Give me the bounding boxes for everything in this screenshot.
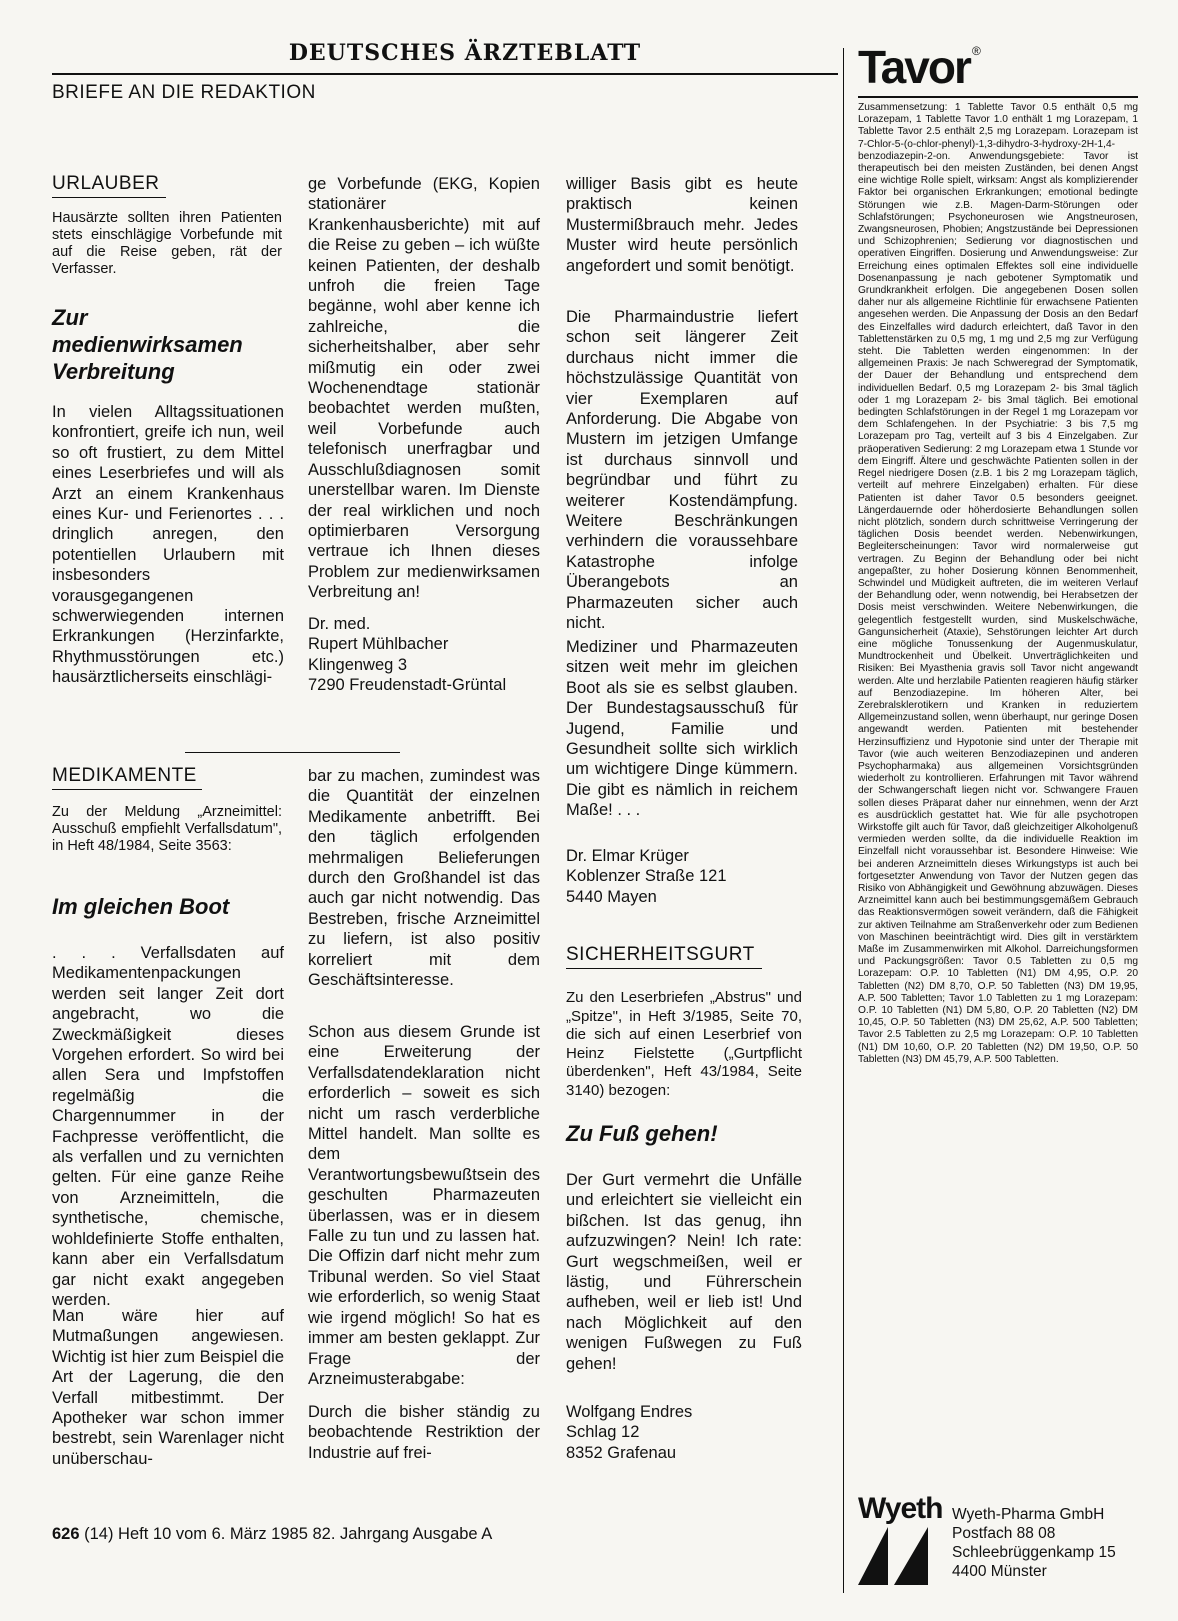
medikamente-body-col2c: Durch die bisher ständig zu beobachtende Restriktion der Industrie auf frei- (308, 1403, 540, 1462)
medikamente-body-col1a: . . . Verfallsdaten auf Medikamentenpackungen werden seit langer Zeit dort angebracht, wo die Zweckmäßigkeit dieses Vorgehen erfordert. So wird bei allen Sera und Impfstoffen regelmäßig die Chargennummer in der Fachpresse veröffentlicht, die als verfallen und zu vernichten gelten. Für eine ganze Reihe von Arzneimitteln, die synthetische, chemische, wohldefinierte Stoffe enthalten, kann aber ein Verfallsdatum gar nicht exakt angegeben werden. (52, 944, 284, 1309)
medikamente-title: Im gleichen Boot (52, 894, 230, 919)
medikamente-heading-rule (52, 789, 202, 790)
ad-rule (858, 96, 1138, 98)
urlauber-signature (308, 614, 548, 696)
medikamente-body-col3a: williger Basis gibt es heute praktisch keinen Mustermißbrauch mehr. Jedes Muster wird heute persönlich angefordert und somit benötigt. (566, 175, 798, 275)
signature-line: 7290 Freudenstadt-Grüntal (308, 676, 507, 695)
signature-line: 5440 Mayen (566, 887, 657, 906)
urlauber-body-col2: ge Vorbefunde (EKG, Kopien stationärer Krankenhausberichte) mit auf die Reise zu geben – ich wüßte keinen Patienten, der deshalb unfroh die freien Tage begänne, wohl aber kenne ich zahlreiche, die sicherheitshalber, aber sehr mißmutig ein oder zwei Wochenendtage stationär beobachtet werden mußten, weil Vorbefunde auch telefonisch unerfragbar und Ausschlußdiagnosen somit unerstellbar waren. Im Dienste der real wirklichen und noch optimierbaren Versorgung vertraue ich Ihnen dieses Problem zur medienwirksamen Verbreitung an! (308, 175, 540, 602)
signature-line: Schlag 12 (566, 1423, 640, 1442)
page-footer (52, 1525, 492, 1544)
issue-info: (14) Heft 10 vom 6. März 1985 82. Jahrgang Ausgabe A (84, 1525, 493, 1543)
masthead-rule (52, 73, 838, 75)
ad-prescribing-info: Zusammensetzung: 1 Tablette Tavor 0.5 enthält 0,5 mg Lorazepam, 1 Tablette Tavor 1.0 enthält 1 mg Lorazepam, 1 Tablette Tavor 2.5 enthält 2,5 mg Lorazepam. Lorazepam ist 7-Chlor-5-(o-chlor-phenyl)-1,3-dihydro-3-hydroxy-2H-1,4-benzodiazepin-2-on. Anwendungsgebiete: Tavor ist therapeutisch bei den meisten Zuständen, bei denen Angst eine wichtige Rolle spielt, wirksam: Angst als komplizierender Faktor bei organischen Erkrankungen; emotional bedingte Störungen wie z.B. Magen-Darm-Störungen oder Schlafstörungen; Psychoneurosen wie Angstneurosen, Zwangsneurosen, Phobien; Angstzustände bei Depressionen und Schizophrenien; Sedierung vor diagnostischen und operativen Eingriffen. Dosierung und Anwendungsweise: Zur Erreichung eines optimalen Effektes soll eine individuelle Dosenanpassung je nach gebotener Symptomatik und Grundkrankheit erfolgen. Die angegebenen Dosen sollen daher nur als allgemeine Richtlinie für erwachsene Patienten angesehen werden. Die Anpassung der Dosis an den Bedarf des Einzelfalles wird dadurch erleichtert, daß Tavor in den Tablettenstärken zu 0,5 mg, 1 mg und 2,5 mg zur Verfügung steht. Die Tabletten werden eingenommen: In der allgemeinen Praxis: Je nach Schweregrad der Symptomatik, der Dauer der Behandlung und entsprechend dem individuellen Bedarf. 0,5 mg Lorazepam 2- bis 3mal täglich oder 1 mg Lorazepam 2- bis 3mal täglich. Bei emotional bedingten Schlafstörungen in der Regel 1 mg Lorazepam vor dem Schlafengehen. In der Psychiatrie: 3 bis 7,5 mg Lorazepam pro Tag, verteilt auf 3 bis 4 Einzelgaben. Zur präoperativen Sedierung: 2 mg Lorazepam etwa 1 Stunde vor dem Eingriff. Ältere und geschwächte Patienten sollen in der Regel niedrigere Dosen (z.B. 1 bis 2 mg Lorazepam täglich, verteilt auf mehrere Einzelgaben) erhalten. Für diese Patienten ist daher Tavor 0.5 besonders geeignet. Längerdauernde oder höherdosierte Behandlungen sollen nicht plötzlich, sondern durch schrittweise Verringerung der täglichen Dosis beendet werden. Nebenwirkungen, Begleiterscheinungen: Tavor wird normalerweise gut vertragen. Zu Beginn der Behandlung oder bei nicht angepaßter, zu hoher Dosierung können Benommenheit, Schwindel und Müdigkeit auftreten, die im weiteren Verlauf der Behandlung oder, wenn notwendig, bei Herabsetzen der Dosis meist verschwinden. Weitere Nebenwirkungen, die gelegentlich festgestellt wurden, sind Muskelschwäche, Gangunsicherheit (Ataxie), Sehstörungen leichter Art durch eine mögliche Tonussenkung der Augenmuskulatur, Mundtrockenheit und Übelkeit. Unverträglichkeiten und Risiken: Bei Myasthenia gravis soll Tavor nicht angewandt werden. Alte und herzlabile Patienten reagieren häufig stärker auf Benzodiazepine. Im höheren Alter, bei Zerebralsklerotikern und Kranken in reduziertem Allgemeinzustand sollen, wenn überhaupt, nur geringe Dosen angewandt werden. Patienten mit bestehender Herzinsuffizienz und Hypotonie sind unter der Therapie mit Tavor (wie auch weiteren Benzodiazepinen und anderen Psychopharmaka) aus allgemeinen Vorsichtsgründen wiederholt zu kontrollieren. Erfahrungen mit Tavor während der Schwangerschaft liegen nicht vor. Schwangere Frauen sollen dieses Präparat daher nur einnehmen, wenn der Arzt es ausdrücklich gestattet hat. Wie für alle psychotropen Wirkstoffe gilt auch für Tavor, daß gleichzeitiger Alkoholgenuß vermieden werden sollte, da die individuelle Reaktion im Einzelfall nicht voraussehbar ist. Besondere Hinweise: Wie bei anderen Arzneimitteln dieses Wirkungstyps ist auch bei fortgesetzter Anwendung von Tavor der Nutzen gegen das Risiko von Abhängigkeit und Gewöhnung abzuwägen. Dieses Arzneimittel kann auch bei bestimmungsgemäßem Gebrauch das Reaktionsvermögen soweit verändern, daß die Fähigkeit zur aktiven Teilnahme am Straßenverkehr oder zum Bedienen von Maschinen beeinträchtigt wird. Dies gilt in verstärktem Maße im Zusammenwirken mit Alkohol. Darreichungsformen und Packungsgrößen: Tavor 0.5 Tabletten zu 0,5 mg Lorazepam: O.P. 10 Tabletten (N1) DM 4,95, O.P. 20 Tabletten (N2) DM 8,70, O.P. 50 Tabletten (N3) DM 19,95, A.P. 500 Tabletten; Tavor 1.0 Tabletten zu 1 mg Lorazepam: O.P. 10 Tabletten (N1) DM 5,80, O.P. 20 Tabletten (N2) DM 10,45, O.P. 50 Tabletten (N3) DM 25,62, A.P. 500 Tabletten; Tavor 2.5 Tabletten zu 2,5 mg Lorazepam: O.P. 10 Tabletten (N1) DM 10,60, O.P. 20 Tabletten (N2) DM 19,50, O.P. 50 Tabletten (N3) DM 45,79, A.P. 500 Tabletten. (858, 102, 1138, 1065)
wyeth-address (952, 1505, 1116, 1581)
urlauber-heading: URLAUBER (52, 173, 160, 194)
urlauber-body-col1: In vielen Alltagssituationen konfrontiert, greife ich nun, weil so oft frustiert, zu dem Mittel eines Leserbriefes und will als Arzt an einem Krankenhaus eines Kur- und Ferienortes . . . dringlich anregen, den potentiellen Urlaubern mit insbesonders vorausgegangenen schwerwiegenden internen Erkrankungen (Herzinfarkte, Rhythmusstörungen etc.) hausärztlicherseits einschlägi- (52, 403, 284, 687)
urlauber-intro: Hausärzte sollten ihren Patienten stets einschlägige Vorbefunde mit auf die Reise geben, rät der Verfasser. (52, 210, 282, 277)
medikamente-body-col3b: Die Pharmaindustrie liefert schon seit längerer Zeit durchaus nicht immer die höchstzulässige Quantität von vier Exemplaren auf Anforderung. Die Abgabe von Mustern im jetzigen Umfange ist durchaus sinnvoll und begründbar und führt zu weiterer Kostendämpfung. Weitere Beschränkungen verhindern die voraussehbare Katastrophe infolge Überangebots an Pharmazeuten sicher auch nicht. (566, 308, 798, 633)
medikamente-heading: MEDIKAMENTE (52, 765, 197, 786)
column-divider (843, 48, 844, 1593)
sicherheitsgurt-heading-rule (566, 968, 762, 969)
signature-line: Rupert Mühlbacher (308, 635, 449, 654)
wyeth-mark-icon (858, 1527, 944, 1585)
masthead: DEUTSCHES ÄRZTEBLATT (288, 40, 642, 66)
address-line: Wyeth-Pharma GmbH (952, 1506, 1105, 1523)
medikamente-signature (566, 846, 806, 907)
sicherheitsgurt-body: Der Gurt vermehrt die Unfälle und erleichtert sie vielleicht ein bißchen. Ist das genug, ihn aufzuzwingen? Nein! Ich rate: Gurt wegschmeißen, weil er lästig, und Führerschein aufheben, weil er lieb ist! Und nach Möglichkeit auf den wenigen Fußwegen zu Fuß gehen! (566, 1171, 802, 1373)
tavor-logo: Tavor (858, 41, 970, 93)
signature-line: 8352 Grafenau (566, 1443, 677, 1462)
signature-line: Koblenzer Straße 121 (566, 867, 727, 886)
sicherheitsgurt-title: Zu Fuß gehen! (566, 1121, 718, 1146)
signature-line: Wolfgang Endres (566, 1403, 693, 1421)
sicherheitsgurt-heading: SICHERHEITSGURT (566, 944, 755, 965)
registered-mark: ® (972, 44, 981, 58)
medikamente-intro: Zu der Meldung „Arzneimittel: Ausschuß empfiehlt Verfallsdatum", in Heft 48/1984, Seite 3563: (52, 804, 282, 854)
page-number: 626 (52, 1525, 80, 1543)
signature-line: Dr. Elmar Krüger (566, 847, 689, 865)
address-line: 4400 Münster (952, 1563, 1047, 1580)
sicherheitsgurt-intro: Zu den Leserbriefen „Abstrus" und „Spitze", in Heft 3/1985, Seite 70, die sich auf einen Leserbrief von Heinz Fielstette („Gurtpflicht überdenken", Heft 43/1984, Seite 3140) bezogen: (566, 989, 802, 1099)
signature-line: Klingenweg 3 (308, 655, 408, 674)
address-line: Schleebrüggenkamp 15 (952, 1544, 1116, 1561)
wyeth-logo: Wyeth (858, 1492, 943, 1525)
medikamente-body-col1b: Man wäre hier auf Mutmaßungen angewiesen. Wichtig ist hier zum Beispiel die Art der Lagerung, die den Verfall mitbestimmt. Der Apotheker war schon immer bestrebt, sein Warenlager nicht unüberschau- (52, 1307, 284, 1468)
medikamente-body-col2a: bar zu machen, zumindest was die Quantität der einzelnen Medikamente anbetrifft. Bei den täglich erfolgenden mehrmaligen Belieferungen durch den Großhandel ist das auch gar nicht notwendig. Das Bestreben, frische Arzneimittel zu liefern, ist also positiv korreliert mit dem Geschäftsinteresse. (308, 767, 540, 990)
medikamente-body-col3c: Mediziner und Pharmazeuten sitzen weit mehr im gleichen Boot als sie es selbst glauben. Der Bundestagsausschuß für Jugend, Familie und Gesundheit sollte sich wirklich um wichtigere Dinge kümmern. Die gibt es nämlich in reichem Maße! . . . (566, 638, 798, 820)
sicherheitsgurt-signature (566, 1402, 806, 1463)
medikamente-body-col2b: Schon aus diesem Grunde ist eine Erweiterung der Verfallsdatendeklaration nicht erforderlich – soweit es sich nicht um rasch verderbliche Mittel handelt. Man sollte es dem Verantwortungsbewußtsein des geschulten Pharmazeuten überlassen, was er in diesem Falle zu tun und zu lassen hat. Die Offizin darf nicht mehr zum Tribunal werden. So viel Staat wie erforderlich, so wenig Staat wie irgend möglich! So hat es immer am besten geklappt. Zur Frage der Arzneimusterabgabe: (308, 1023, 540, 1388)
section-divider (185, 752, 400, 753)
signature-line: Dr. med. (308, 615, 371, 633)
address-line: Postfach 88 08 (952, 1525, 1056, 1542)
section-title: BRIEFE AN DIE REDAKTION (52, 82, 316, 103)
urlauber-title: Zur medienwirksamen Verbreitung (52, 305, 243, 384)
urlauber-heading-rule (52, 197, 166, 198)
